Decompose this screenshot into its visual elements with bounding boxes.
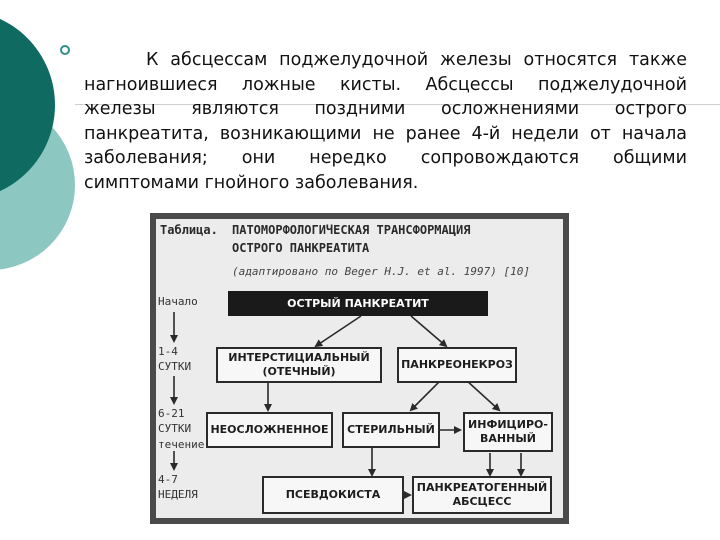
bullet-icon [60, 45, 70, 55]
table-label: Таблица. [160, 223, 218, 237]
node-sterile: СТЕРИЛЬНЫЙ [342, 412, 440, 448]
stage-days-6-21-extra: течение [158, 438, 205, 451]
diagram-figure [150, 213, 569, 524]
diagram-source: (адаптировано по Beger H.J. et al. 1997) [10] [232, 265, 531, 278]
node-interstitial: ИНТЕРСТИЦИАЛЬНЫЙ (ОТЕЧНЫЙ) [216, 347, 382, 383]
stage-days-1-4-num: 1-4 [158, 345, 178, 358]
stage-weeks-4-7-unit: НЕДЕЛЯ [158, 488, 198, 501]
stage-days-6-21-unit: СУТКИ [158, 422, 192, 435]
stage-weeks-4-7-num: 4-7 [158, 473, 178, 486]
diagram-title-line1: ПАТОМОРФОЛОГИЧЕСКАЯ ТРАНСФОРМАЦИЯ [232, 223, 471, 237]
arrow-acute-to-necrosis [411, 316, 446, 346]
node-pseudocyst: ПСЕВДОКИСТА [262, 476, 404, 514]
stage-start: Начало [158, 295, 198, 308]
stage-days-6-21-num: 6-21 [158, 407, 185, 420]
stage-days-1-4-unit: СУТКИ [158, 360, 192, 373]
arrow-acute-to-interstitial [316, 316, 361, 346]
arrow-necrosis-to-sterile [411, 380, 441, 410]
node-pancreonecrosis: ПАНКРЕОНЕКРОЗ [397, 347, 517, 383]
node-pancreatogenic-abscess: ПАНКРЕАТОГЕННЫЙ АБСЦЕСС [412, 476, 552, 514]
diagram-panel [156, 219, 563, 518]
slide-paragraph: К абсцессам поджелудочной железы относятся также нагноившиеся ложные кисты. Абсцессы поджелудочной железы являются поздними осложнениями острого панкреатита, возникающими не ранее 4-й недели от начала заболевания; они нередко сопровождаются общими симптомами гнойного заболевания. [84, 50, 687, 193]
node-uncomplicated: НЕОСЛОЖНЕННОЕ [206, 412, 333, 448]
diagram-title-line2: ОСТРОГО ПАНКРЕАТИТА [232, 241, 370, 255]
node-infected: ИНФИЦИРО- ВАННЫЙ [463, 412, 553, 452]
arrow-necrosis-to-infected [466, 380, 499, 410]
node-acute-pancreatitis: ОСТРЫЙ ПАНКРЕАТИТ [228, 291, 488, 316]
